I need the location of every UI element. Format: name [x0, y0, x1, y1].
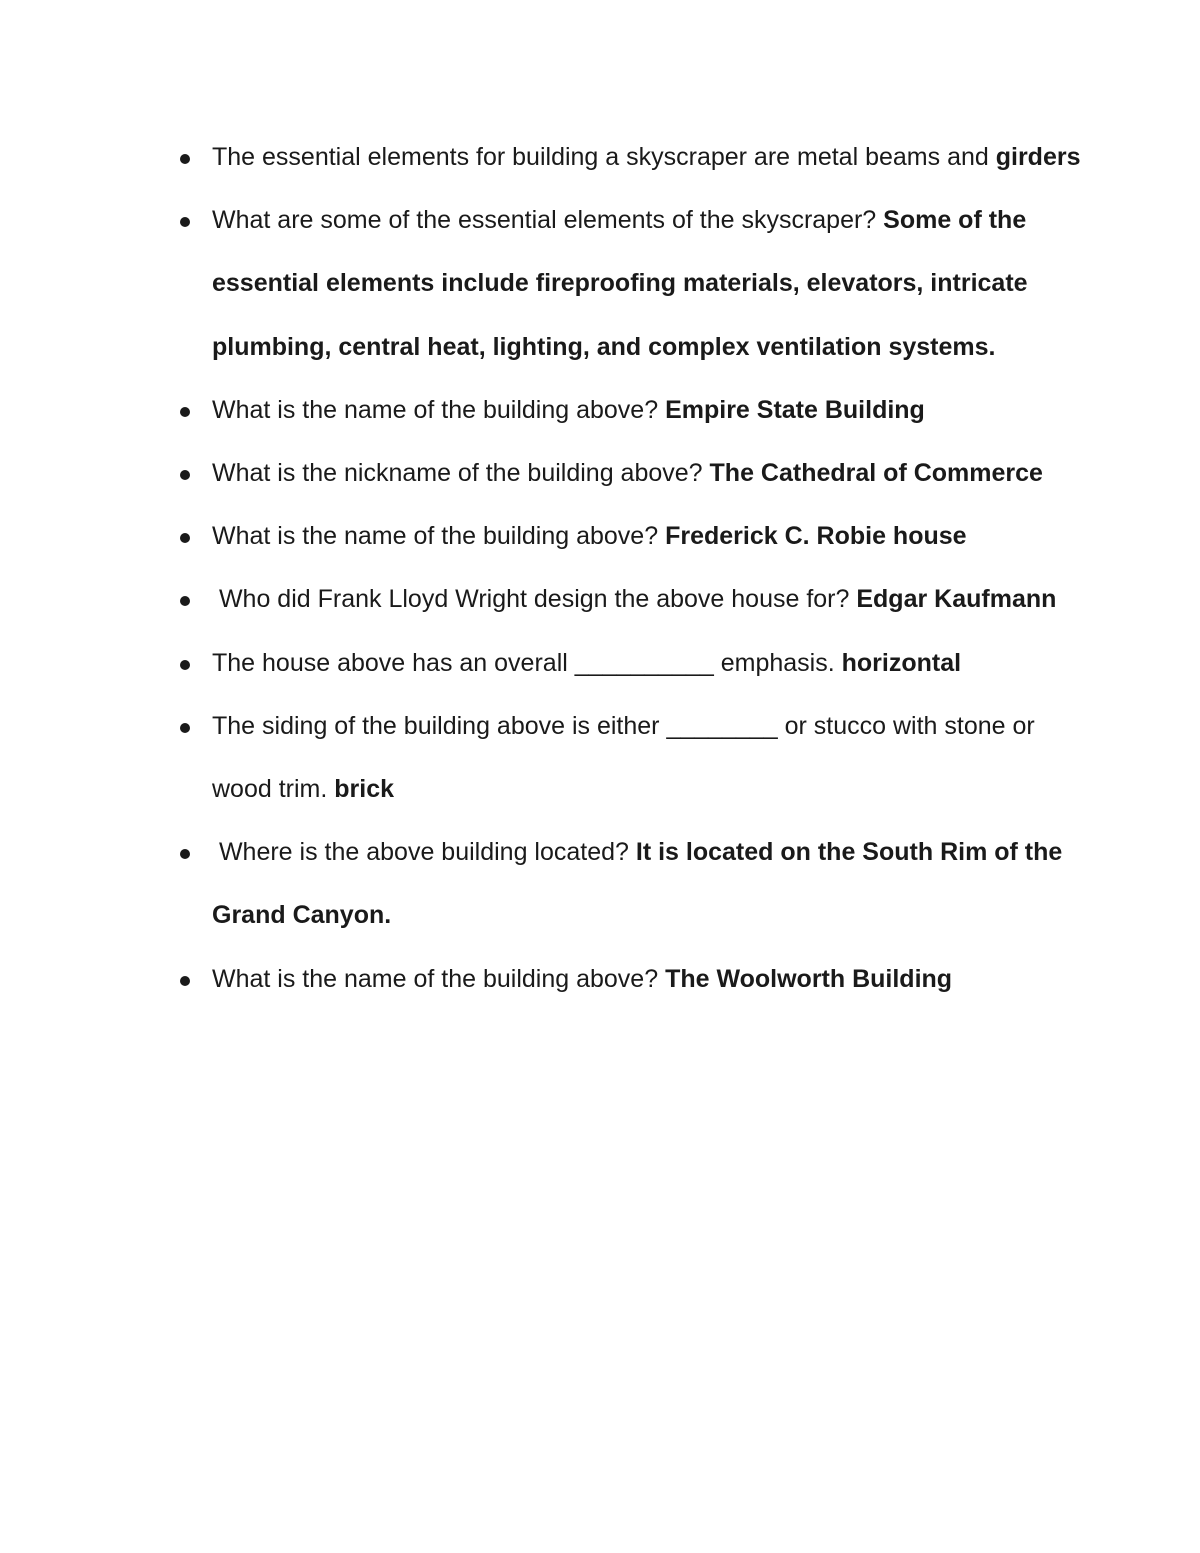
question-text: What is the nickname of the building above? — [212, 459, 710, 488]
question-text: What is the name of the building above? — [212, 522, 666, 551]
question-text: What is the name of the building above? — [212, 964, 666, 993]
bullet-dot-icon — [180, 723, 190, 733]
list-item — [0, 126, 1081, 189]
question-text: The essential elements for building a skyscraper are metal beams and — [212, 143, 996, 171]
list-item — [0, 695, 1072, 821]
list-item — [0, 948, 1072, 1011]
list-item — [0, 189, 1072, 379]
list-item — [0, 568, 1072, 631]
answer-text: Edgar Kaufmann — [856, 585, 1057, 614]
list-item — [0, 379, 1072, 442]
list-item — [0, 632, 1072, 695]
bullet-dot-icon — [180, 596, 190, 606]
bullet-dot-icon — [180, 660, 190, 670]
bullet-dot-icon — [180, 407, 190, 417]
bullet-dot-icon — [180, 533, 190, 543]
list-item — [0, 442, 1072, 505]
bullet-dot-icon — [180, 217, 190, 227]
answer-text: Frederick C. Robie house — [665, 522, 967, 551]
list-item — [0, 821, 1072, 947]
answer-text: Empire State Building — [665, 395, 925, 424]
answer-text: It is located on the South Rim of the Grand Canyon. — [212, 838, 1063, 930]
bullet-dot-icon — [180, 976, 190, 986]
question-text: Who did Frank Lloyd Wright design the above house for? — [212, 585, 857, 614]
question-text: What are some of the essential elements of the skyscraper? — [212, 206, 884, 235]
question-text: Where is the above building located? — [212, 838, 636, 867]
question-text: The siding of the building above is either ________ or stucco with stone or wood trim. — [212, 711, 1035, 804]
answer-text: The Woolworth Building — [665, 964, 953, 993]
bullet-dot-icon — [180, 470, 190, 480]
question-text: What is the name of the building above? — [212, 395, 666, 424]
bullet-dot-icon — [180, 154, 190, 164]
answer-text: Some of the essential elements include fireproofing materials, elevators, intricate plumbing, central heat, lighting, and complex ventilation systems. — [212, 206, 1028, 361]
answer-text: horizontal — [841, 648, 962, 677]
question-text: The house above has an overall __________ emphasis. — [212, 648, 842, 677]
bullet-dot-icon — [180, 849, 190, 859]
answer-text: brick — [334, 775, 395, 804]
answer-text: The Cathedral of Commerce — [709, 459, 1043, 488]
answer-text: girders — [995, 143, 1081, 171]
list-item — [0, 505, 1072, 568]
bullet-list — [0, 126, 1200, 1011]
